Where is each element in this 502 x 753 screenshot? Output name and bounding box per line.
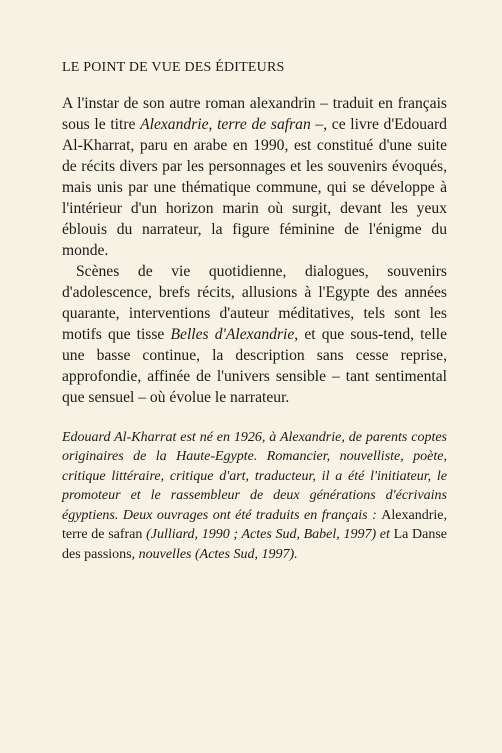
author-bio-text-a: Edouard Al-Kharrat est né en 1926, à Alexandrie, de parents coptes originaires de la Haute-Egypte. Romancier, nouvelliste, poète, critique littéraire, critique d'art, traducteur, il a été l'initiateur, le promoteur et le rassembleur de deux générations d'écrivains égyptiens. Deux ouvrages ont été traduits en français : [62, 429, 447, 523]
author-bio-book2: La Danse des passions [62, 527, 447, 562]
paragraph2-book-title: Belles d'Alexandrie [170, 325, 295, 343]
paragraph2-text-b: , et que sous-tend, telle une basse continue, la description sans cesse reprise, approfondie, affinée de l'univers sensible – tant sentimental que sensuel – où évolue le narrateur. [62, 325, 447, 406]
paragraph1-text-b: –, ce livre d'Edouard Al-Kharrat, paru en arabe en 1990, est constitué d'une suite de récits divers par les personnages et les souvenirs évoqués, mais unis par une thématique commune, qui se développe à l'intérieur d'un horizon marin où surgit, devant les yeux éblouis du narrateur, la figure féminine de l'énigme du monde. [62, 115, 447, 259]
paragraph-summary-2 [62, 261, 447, 408]
paragraph-summary-1 [62, 93, 447, 261]
author-bio-book1: Alexandrie, terre de safran [62, 507, 447, 543]
author-bio-text-b: (Julliard, 1990 ; Actes Sud, Babel, 1997) et [142, 527, 394, 543]
author-bio-text-c: , nouvelles (Actes Sud, 1997). [131, 546, 298, 562]
paragraph1-book-title: Alexandrie, terre de safran [140, 115, 311, 133]
author-biography [62, 428, 447, 565]
paragraph1-text-a: A l'instar de son autre roman alexandrin – traduit en français sous le titre [62, 94, 447, 133]
section-heading: LE POINT DE VUE DES ÉDITEURS [62, 60, 285, 75]
paragraph2-text-a: Scènes de vie quotidienne, dialogues, souvenirs d'adolescence, brefs récits, allusions à l'Egypte des années quarante, interventions d'auteur méditatives, tels sont les motifs que tisse [62, 262, 447, 343]
